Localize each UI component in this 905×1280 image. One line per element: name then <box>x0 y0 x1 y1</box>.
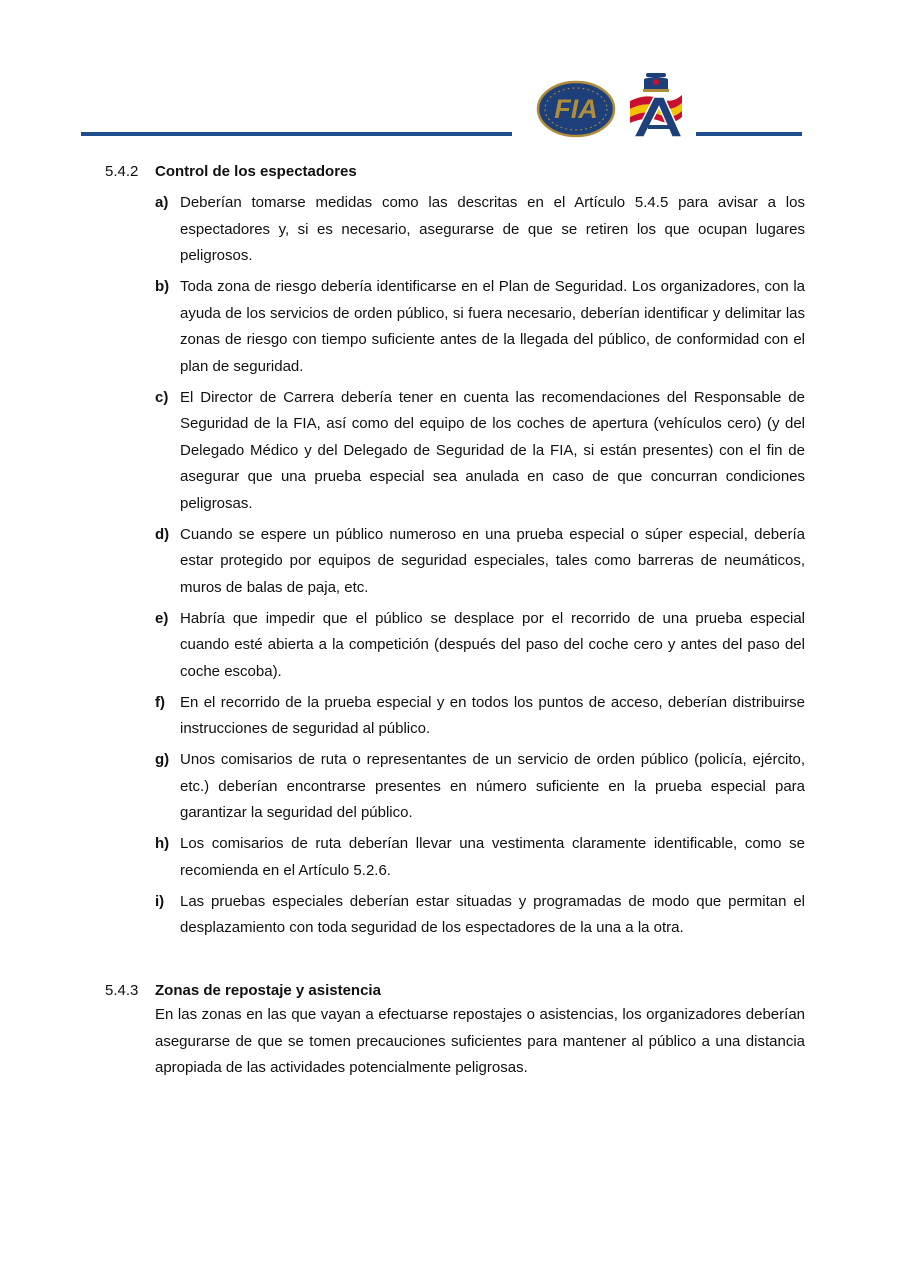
item-text: El Director de Carrera debería tener en cuenta las recomendaciones del Responsable de Seguridad de la FIA, así como del equipo de los coches de apertura (vehículos cero) (y del Delegado Médico y del Delegado de Seguridad de la FIA, si están presentes) con el fin de asegurar que una prueba especial sea anulada en caso de que concurran condiciones peligrosas. <box>180 388 805 512</box>
list-item <box>105 385 805 518</box>
section-number: 5.4.3 <box>105 982 139 999</box>
section-title: Control de los espectadores <box>155 163 357 180</box>
item-letter: c) <box>155 388 169 406</box>
section-heading <box>105 162 805 182</box>
list-item <box>105 274 805 380</box>
svg-text:FIA: FIA <box>554 94 598 124</box>
rfeda-logo <box>624 71 688 139</box>
item-list <box>105 190 805 942</box>
item-text: En el recorrido de la prueba especial y en todos los puntos de acceso, deberían distribuirse instrucciones de seguridad al público. <box>180 693 805 737</box>
section-paragraph: En las zonas en las que vayan a efectuarse repostajes o asistencias, los organizadores deberían asegurarse de que se tomen precauciones suficientes para mantener al público a una distancia apropiada de las actividades potencialmente peligrosas. <box>155 1006 805 1076</box>
section-number: 5.4.2 <box>105 163 139 180</box>
header-rule-left <box>81 132 512 136</box>
item-text: Los comisarios de ruta deberían llevar una vestimenta claramente identificable, como se recomienda en el Artículo 5.2.6. <box>180 835 805 879</box>
item-text: Deberían tomarse medidas como las descritas en el Artículo 5.4.5 para avisar a los espectadores y, si es necesario, asegurarse de que se retiren los que ocupan lugares peligrosos. <box>180 194 805 264</box>
section-zonas-repostaje <box>105 981 805 1082</box>
section-title: Zonas de repostaje y asistencia <box>155 982 381 999</box>
item-letter: i) <box>155 892 165 910</box>
section-heading <box>105 981 805 1001</box>
item-text: Cuando se espere un público numeroso en una prueba especial o súper especial, debería estar protegido por equipos de seguridad especiales, tales como barreras de neumáticos, muros de balas de paja, etc. <box>180 525 805 596</box>
item-text: Las pruebas especiales deberían estar situadas y programadas de modo que permitan el desplazamiento con toda seguridad de los espectadores de la una a la otra. <box>180 892 805 936</box>
list-item <box>105 190 805 270</box>
list-item <box>105 606 805 686</box>
list-item <box>105 889 805 942</box>
item-letter: h) <box>155 835 170 852</box>
section-control-espectadores <box>105 162 805 946</box>
item-letter: g) <box>155 751 170 768</box>
item-letter: f) <box>155 693 165 711</box>
header-rule-right <box>696 132 802 136</box>
item-letter: e) <box>155 609 169 627</box>
item-letter: d) <box>155 525 170 543</box>
list-item <box>105 522 805 602</box>
item-letter: b) <box>155 278 170 295</box>
list-item <box>105 831 805 884</box>
item-text: Unos comisarios de ruta o representantes de un servicio de orden público (policía, ejército, etc.) deberían encontrarse presentes en número suficiente en la prueba especial para garantizar la seguridad del público. <box>180 751 805 821</box>
list-item <box>105 690 805 743</box>
item-text: Habría que impedir que el público se desplace por el recorrido de una prueba especial cuando esté abierta a la competición (después del paso del coche cero y antes del paso del coche escoba). <box>180 609 805 680</box>
list-item <box>105 747 805 827</box>
item-text: Toda zona de riesgo debería identificarse en el Plan de Seguridad. Los organizadores, con la ayuda de los servicios de orden público, si fuera necesario, deberían identificar y delimitar las zonas de riesgo con tiempo suficiente antes de la llegada del público, de conformidad con el plan de seguridad. <box>180 278 805 375</box>
item-letter: a) <box>155 194 169 211</box>
fia-logo <box>536 80 616 138</box>
